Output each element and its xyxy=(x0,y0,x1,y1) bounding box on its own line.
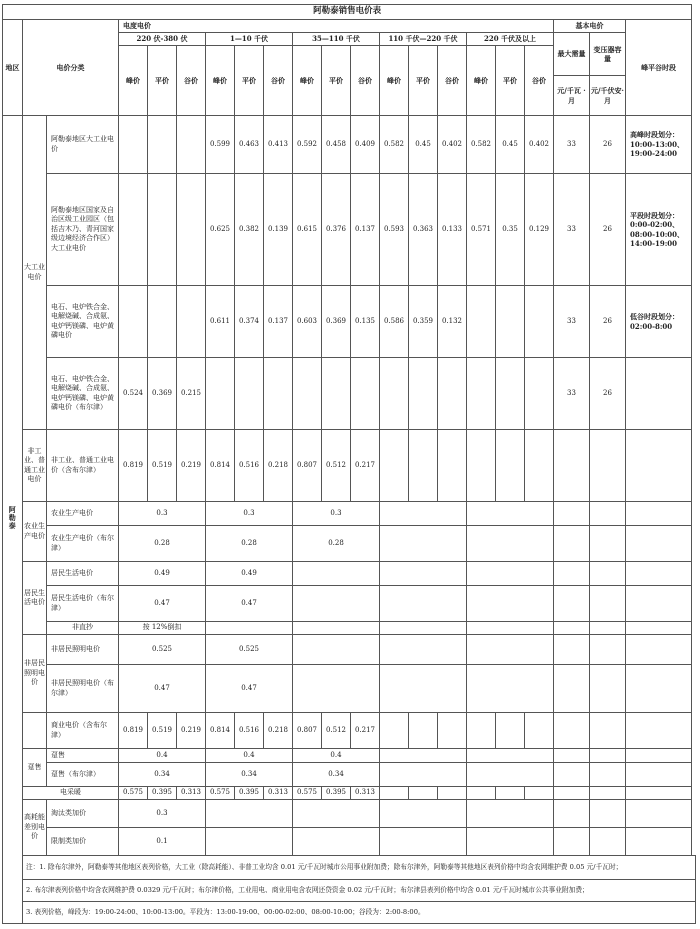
price-cell: 0.4 xyxy=(206,749,293,763)
voltage-level-5: 220 千伏及以上 xyxy=(467,33,554,46)
flat-header: 平价 xyxy=(322,46,351,116)
empty-cell xyxy=(293,800,380,828)
voltage-level-3: 35—110 千伏 xyxy=(293,33,380,46)
empty-cell xyxy=(554,828,590,856)
price-cell: 0.819 xyxy=(119,713,148,749)
price-cell: 0.139 xyxy=(264,174,293,286)
empty-cell xyxy=(626,502,692,526)
group-resident: 居民生活电价 xyxy=(23,562,47,635)
empty-cell xyxy=(496,713,525,749)
empty-cell xyxy=(23,713,47,749)
empty-cell xyxy=(293,562,380,586)
category-header: 电价分类 xyxy=(23,20,119,116)
empty-cell xyxy=(467,502,554,526)
empty-cell xyxy=(525,430,554,502)
price-cell: 0.519 xyxy=(148,430,177,502)
price-cell: 0.615 xyxy=(293,174,322,286)
price-cell: 0.586 xyxy=(380,286,409,358)
empty-cell xyxy=(409,787,438,800)
price-cell: 33 xyxy=(554,286,590,358)
price-cell: 0.47 xyxy=(206,586,293,622)
empty-cell xyxy=(590,635,626,665)
empty-cell xyxy=(496,787,525,800)
price-cell: 0.516 xyxy=(235,713,264,749)
price-cell: 26 xyxy=(590,286,626,358)
row-label: 商业电价（含布尔津） xyxy=(47,713,119,749)
table-title: 阿勒泰销售电价表 xyxy=(3,5,692,20)
row-label: 农业生产电价 xyxy=(47,502,119,526)
empty-cell xyxy=(206,800,293,828)
empty-cell xyxy=(626,358,692,430)
empty-cell xyxy=(293,622,380,635)
period-valley: 低谷时段划分：02:00-8:00 xyxy=(626,286,692,358)
valley-header: 谷价 xyxy=(177,46,206,116)
price-cell: 0.395 xyxy=(322,787,351,800)
price-cell: 0.519 xyxy=(148,713,177,749)
price-cell: 按 12%倒扣 xyxy=(119,622,206,635)
price-cell: 0.402 xyxy=(525,116,554,174)
price-cell: 0.217 xyxy=(351,713,380,749)
row-label: 淘汰类加价 xyxy=(47,800,119,828)
price-cell: 0.582 xyxy=(380,116,409,174)
price-cell: 0.524 xyxy=(119,358,148,430)
price-cell: 0.215 xyxy=(177,358,206,430)
empty-cell xyxy=(380,430,409,502)
empty-cell xyxy=(409,713,438,749)
price-cell: 0.28 xyxy=(293,526,380,562)
price-table-page xyxy=(2,4,698,924)
voltage-level-2: 1—10 千伏 xyxy=(206,33,293,46)
empty-cell xyxy=(438,430,467,502)
price-cell: 0.814 xyxy=(206,713,235,749)
price-cell: 0.525 xyxy=(119,635,206,665)
price-table xyxy=(2,4,696,924)
empty-cell xyxy=(590,430,626,502)
price-cell: 0.807 xyxy=(293,713,322,749)
empty-cell xyxy=(626,763,692,787)
empty-cell xyxy=(467,713,496,749)
group-large-industry: 大工业电价 xyxy=(23,116,47,430)
empty-cell xyxy=(380,800,467,828)
price-cell: 0.47 xyxy=(206,665,293,713)
price-cell xyxy=(438,358,467,430)
price-cell: 0.463 xyxy=(235,116,264,174)
valley-header: 谷价 xyxy=(264,46,293,116)
empty-cell xyxy=(626,828,692,856)
empty-cell xyxy=(626,586,692,622)
price-cell: 0.374 xyxy=(235,286,264,358)
price-cell: 0.1 xyxy=(119,828,206,856)
note-2: 2. 布尔津表列价格中均含农网维护费 0.0329 元/千瓦时；布尔津价格，工业用电、商业用电含农网还贷资金 0.02 元/千瓦时；布尔津县表列价格中均含 0.01 元/千瓦时城市公共事业附加费； xyxy=(23,880,696,902)
price-cell: 0.807 xyxy=(293,430,322,502)
empty-cell xyxy=(590,713,626,749)
price-cell xyxy=(322,358,351,430)
peak-header: 峰价 xyxy=(380,46,409,116)
voltage-level-1: 220 伏-380 伏 xyxy=(119,33,206,46)
price-cell: 0.137 xyxy=(351,174,380,286)
flat-header: 平价 xyxy=(409,46,438,116)
flat-header: 平价 xyxy=(235,46,264,116)
empty-cell xyxy=(554,800,590,828)
empty-cell xyxy=(380,562,467,586)
price-cell xyxy=(380,358,409,430)
group-agri: 农业生产电价 xyxy=(23,502,47,562)
period-peak: 高峰时段划分：10:00-13:00、19:00-24:00 xyxy=(626,116,692,174)
peak-header: 峰价 xyxy=(119,46,148,116)
price-cell: 0.28 xyxy=(119,526,206,562)
region-name: 阿勒泰 xyxy=(8,505,18,530)
price-cell: 0.819 xyxy=(119,430,148,502)
price-cell: 0.575 xyxy=(293,787,322,800)
price-cell xyxy=(293,358,322,430)
price-cell: 0.49 xyxy=(119,562,206,586)
price-cell: 0.359 xyxy=(409,286,438,358)
row-label: 非直抄 xyxy=(47,622,119,635)
empty-cell xyxy=(380,502,467,526)
price-cell: 0.582 xyxy=(467,116,496,174)
price-cell: 0.47 xyxy=(119,586,206,622)
group-wholesale: 趸售 xyxy=(23,749,47,787)
empty-cell xyxy=(380,635,467,665)
empty-cell xyxy=(293,828,380,856)
empty-cell xyxy=(590,787,626,800)
empty-cell xyxy=(554,763,590,787)
price-cell: 0.611 xyxy=(206,286,235,358)
price-cell xyxy=(496,358,525,430)
empty-cell xyxy=(626,430,692,502)
empty-cell xyxy=(438,787,467,800)
row-label: 电石、电炉铁合金、电解烧碱、合成氨、电炉钙镁磷、电炉黄磷电价 xyxy=(47,286,119,358)
price-cell: 0.592 xyxy=(293,116,322,174)
group-non-resident: 非居民照明电价 xyxy=(23,635,47,713)
price-cell xyxy=(525,358,554,430)
empty-cell xyxy=(590,562,626,586)
valley-header: 谷价 xyxy=(525,46,554,116)
empty-cell xyxy=(467,622,554,635)
empty-cell xyxy=(590,502,626,526)
price-cell: 0.376 xyxy=(322,174,351,286)
peak-header: 峰价 xyxy=(206,46,235,116)
empty-cell xyxy=(626,749,692,763)
price-cell: 26 xyxy=(590,358,626,430)
valley-header: 谷价 xyxy=(438,46,467,116)
row-label: 趸售 xyxy=(47,749,119,763)
empty-cell xyxy=(380,713,409,749)
price-cell: 0.575 xyxy=(206,787,235,800)
empty-cell xyxy=(554,430,590,502)
peak-header: 峰价 xyxy=(467,46,496,116)
price-cell: 0.458 xyxy=(322,116,351,174)
price-cell xyxy=(351,358,380,430)
price-cell: 0.219 xyxy=(177,713,206,749)
empty-cell xyxy=(467,526,554,562)
price-cell xyxy=(525,286,554,358)
price-cell: 0.571 xyxy=(467,174,496,286)
row-label: 居民生活电价（布尔津） xyxy=(47,586,119,622)
price-cell: 0.512 xyxy=(322,430,351,502)
empty-cell xyxy=(467,749,554,763)
empty-cell xyxy=(590,749,626,763)
transformer-unit: 元/千伏安·月 xyxy=(590,76,626,116)
empty-cell xyxy=(380,763,467,787)
price-cell: 33 xyxy=(554,174,590,286)
price-cell: 0.369 xyxy=(322,286,351,358)
empty-cell xyxy=(467,665,554,713)
max-demand-header: 最大需量 xyxy=(554,33,590,76)
price-cell xyxy=(235,358,264,430)
empty-cell xyxy=(380,665,467,713)
price-cell: 0.603 xyxy=(293,286,322,358)
transformer-header: 变压器容量 xyxy=(590,33,626,76)
price-cell: 0.395 xyxy=(235,787,264,800)
price-cell: 0.313 xyxy=(177,787,206,800)
empty-cell xyxy=(438,713,467,749)
max-demand-unit: 元/千瓦 ·月 xyxy=(554,76,590,116)
price-cell: 0.625 xyxy=(206,174,235,286)
price-cell: 0.313 xyxy=(351,787,380,800)
empty-cell xyxy=(590,526,626,562)
price-cell xyxy=(119,174,148,286)
empty-cell xyxy=(467,800,554,828)
price-cell xyxy=(148,174,177,286)
basic-price-header: 基本电价 xyxy=(554,20,626,33)
price-cell: 0.132 xyxy=(438,286,467,358)
row-label: 非居民照明电价 xyxy=(47,635,119,665)
price-cell: 0.35 xyxy=(496,174,525,286)
price-cell: 0.28 xyxy=(206,526,293,562)
empty-cell xyxy=(380,787,409,800)
price-cell: 0.593 xyxy=(380,174,409,286)
note-3: 3. 表列价格，峰段为：19:00-24:00、10:00-13:00。平段为：13:00-19:00、00:00-02:00、08:00-10:00；谷段为：2:00-8:00。 xyxy=(23,902,696,924)
group-high-energy: 高耗能差别电价 xyxy=(23,800,47,856)
empty-cell xyxy=(626,665,692,713)
row-label: 电石、电炉铁合金、电解烧碱、合成氨、电炉钙镁磷、电炉黄磷电价（布尔津） xyxy=(47,358,119,430)
price-cell: 0.525 xyxy=(206,635,293,665)
price-cell xyxy=(148,286,177,358)
price-cell xyxy=(496,286,525,358)
empty-cell xyxy=(467,635,554,665)
empty-cell xyxy=(206,828,293,856)
price-cell: 0.814 xyxy=(206,430,235,502)
price-cell: 0.599 xyxy=(206,116,235,174)
empty-cell xyxy=(554,635,590,665)
price-cell: 0.218 xyxy=(264,430,293,502)
empty-cell xyxy=(409,430,438,502)
empty-cell xyxy=(554,713,590,749)
row-label: 电采暖 xyxy=(23,787,119,800)
price-cell: 33 xyxy=(554,358,590,430)
price-cell: 0.313 xyxy=(264,787,293,800)
price-cell: 0.3 xyxy=(119,502,206,526)
empty-cell xyxy=(380,749,467,763)
energy-price-header: 电度电价 xyxy=(119,20,554,33)
peak-header: 峰价 xyxy=(293,46,322,116)
region-header: 地区 xyxy=(3,20,23,116)
empty-cell xyxy=(554,665,590,713)
flat-header: 平价 xyxy=(496,46,525,116)
empty-cell xyxy=(590,665,626,713)
price-cell: 0.409 xyxy=(351,116,380,174)
empty-cell xyxy=(293,635,380,665)
empty-cell xyxy=(590,586,626,622)
price-cell: 0.3 xyxy=(119,800,206,828)
row-label: 农业生产电价（布尔津） xyxy=(47,526,119,562)
empty-cell xyxy=(590,800,626,828)
period-flat: 平段时段划分：0:00-02:00、08:00-10:00、14:00-19:00 xyxy=(626,174,692,286)
price-cell xyxy=(119,286,148,358)
price-cell xyxy=(467,286,496,358)
empty-cell xyxy=(380,526,467,562)
price-cell: 0.3 xyxy=(293,502,380,526)
price-cell xyxy=(264,358,293,430)
empty-cell xyxy=(590,828,626,856)
empty-cell xyxy=(590,763,626,787)
price-cell: 0.395 xyxy=(148,787,177,800)
empty-cell xyxy=(496,430,525,502)
group-non-industry: 非工业、普通工业电价 xyxy=(23,430,47,502)
price-cell: 33 xyxy=(554,116,590,174)
price-cell xyxy=(206,358,235,430)
price-cell: 26 xyxy=(590,116,626,174)
note-1: 注：1. 除布尔津外，阿勒泰等其他地区表列价格，大工业（除高耗能）、非普工业均含 0.01 元/千瓦时城市公用事业附加费；除布尔津外，阿勒泰等其他地区表列价格中均含农网维护费 0.05 元/千瓦时； xyxy=(23,856,696,880)
empty-cell xyxy=(554,502,590,526)
price-cell: 0.34 xyxy=(293,763,380,787)
price-cell: 0.369 xyxy=(148,358,177,430)
empty-cell xyxy=(626,635,692,665)
price-cell: 0.45 xyxy=(496,116,525,174)
empty-cell xyxy=(467,787,496,800)
empty-cell xyxy=(626,787,692,800)
empty-cell xyxy=(626,562,692,586)
empty-cell xyxy=(554,622,590,635)
price-cell: 0.382 xyxy=(235,174,264,286)
price-cell: 0.49 xyxy=(206,562,293,586)
price-cell: 0.133 xyxy=(438,174,467,286)
empty-cell xyxy=(525,787,554,800)
row-label: 居民生活电价 xyxy=(47,562,119,586)
price-cell xyxy=(177,286,206,358)
empty-cell xyxy=(626,713,692,749)
price-cell: 0.47 xyxy=(119,665,206,713)
price-cell xyxy=(177,174,206,286)
period-header: 峰平谷时段 xyxy=(626,20,692,116)
empty-cell xyxy=(293,665,380,713)
row-label: 趸售（布尔津） xyxy=(47,763,119,787)
price-cell: 0.516 xyxy=(235,430,264,502)
empty-cell xyxy=(554,526,590,562)
empty-cell xyxy=(467,763,554,787)
empty-cell xyxy=(525,713,554,749)
empty-cell xyxy=(626,622,692,635)
price-cell xyxy=(409,358,438,430)
price-cell: 0.137 xyxy=(264,286,293,358)
empty-cell xyxy=(380,828,467,856)
empty-cell xyxy=(554,562,590,586)
empty-cell xyxy=(467,562,554,586)
price-cell: 0.218 xyxy=(264,713,293,749)
row-label: 限制类加价 xyxy=(47,828,119,856)
price-cell: 26 xyxy=(590,174,626,286)
price-cell: 0.4 xyxy=(293,749,380,763)
empty-cell xyxy=(380,622,467,635)
price-cell: 0.363 xyxy=(409,174,438,286)
empty-cell xyxy=(467,586,554,622)
row-label: 阿勒泰地区国家及自治区级工业园区（包括吉木乃、青河国家级边境经济合作区）大工业电价 xyxy=(47,174,119,286)
price-cell: 0.219 xyxy=(177,430,206,502)
price-cell: 0.217 xyxy=(351,430,380,502)
flat-header: 平价 xyxy=(148,46,177,116)
row-label: 非居民照明电价（布尔津） xyxy=(47,665,119,713)
price-cell: 0.3 xyxy=(206,502,293,526)
price-cell: 0.135 xyxy=(351,286,380,358)
price-cell: 0.413 xyxy=(264,116,293,174)
empty-cell xyxy=(206,622,293,635)
voltage-level-4: 110 千伏—220 千伏 xyxy=(380,33,467,46)
empty-cell xyxy=(626,800,692,828)
row-label: 阿勒泰地区大工业电价 xyxy=(47,116,119,174)
price-cell: 0.512 xyxy=(322,713,351,749)
empty-cell xyxy=(590,622,626,635)
price-cell xyxy=(467,358,496,430)
empty-cell xyxy=(554,586,590,622)
price-cell: 0.34 xyxy=(119,763,206,787)
price-cell: 0.575 xyxy=(119,787,148,800)
empty-cell xyxy=(380,586,467,622)
empty-cell xyxy=(554,749,590,763)
price-cell: 0.34 xyxy=(206,763,293,787)
price-cell: 0.402 xyxy=(438,116,467,174)
price-cell xyxy=(119,116,148,174)
valley-header: 谷价 xyxy=(351,46,380,116)
empty-cell xyxy=(554,787,590,800)
empty-cell xyxy=(467,828,554,856)
price-cell: 0.129 xyxy=(525,174,554,286)
price-cell: 0.45 xyxy=(409,116,438,174)
region-cell xyxy=(3,116,23,924)
price-cell: 0.4 xyxy=(119,749,206,763)
price-cell xyxy=(177,116,206,174)
empty-cell xyxy=(293,586,380,622)
empty-cell xyxy=(626,526,692,562)
price-cell xyxy=(148,116,177,174)
empty-cell xyxy=(467,430,496,502)
row-label: 非工业、普通工业电价（含布尔津） xyxy=(47,430,119,502)
